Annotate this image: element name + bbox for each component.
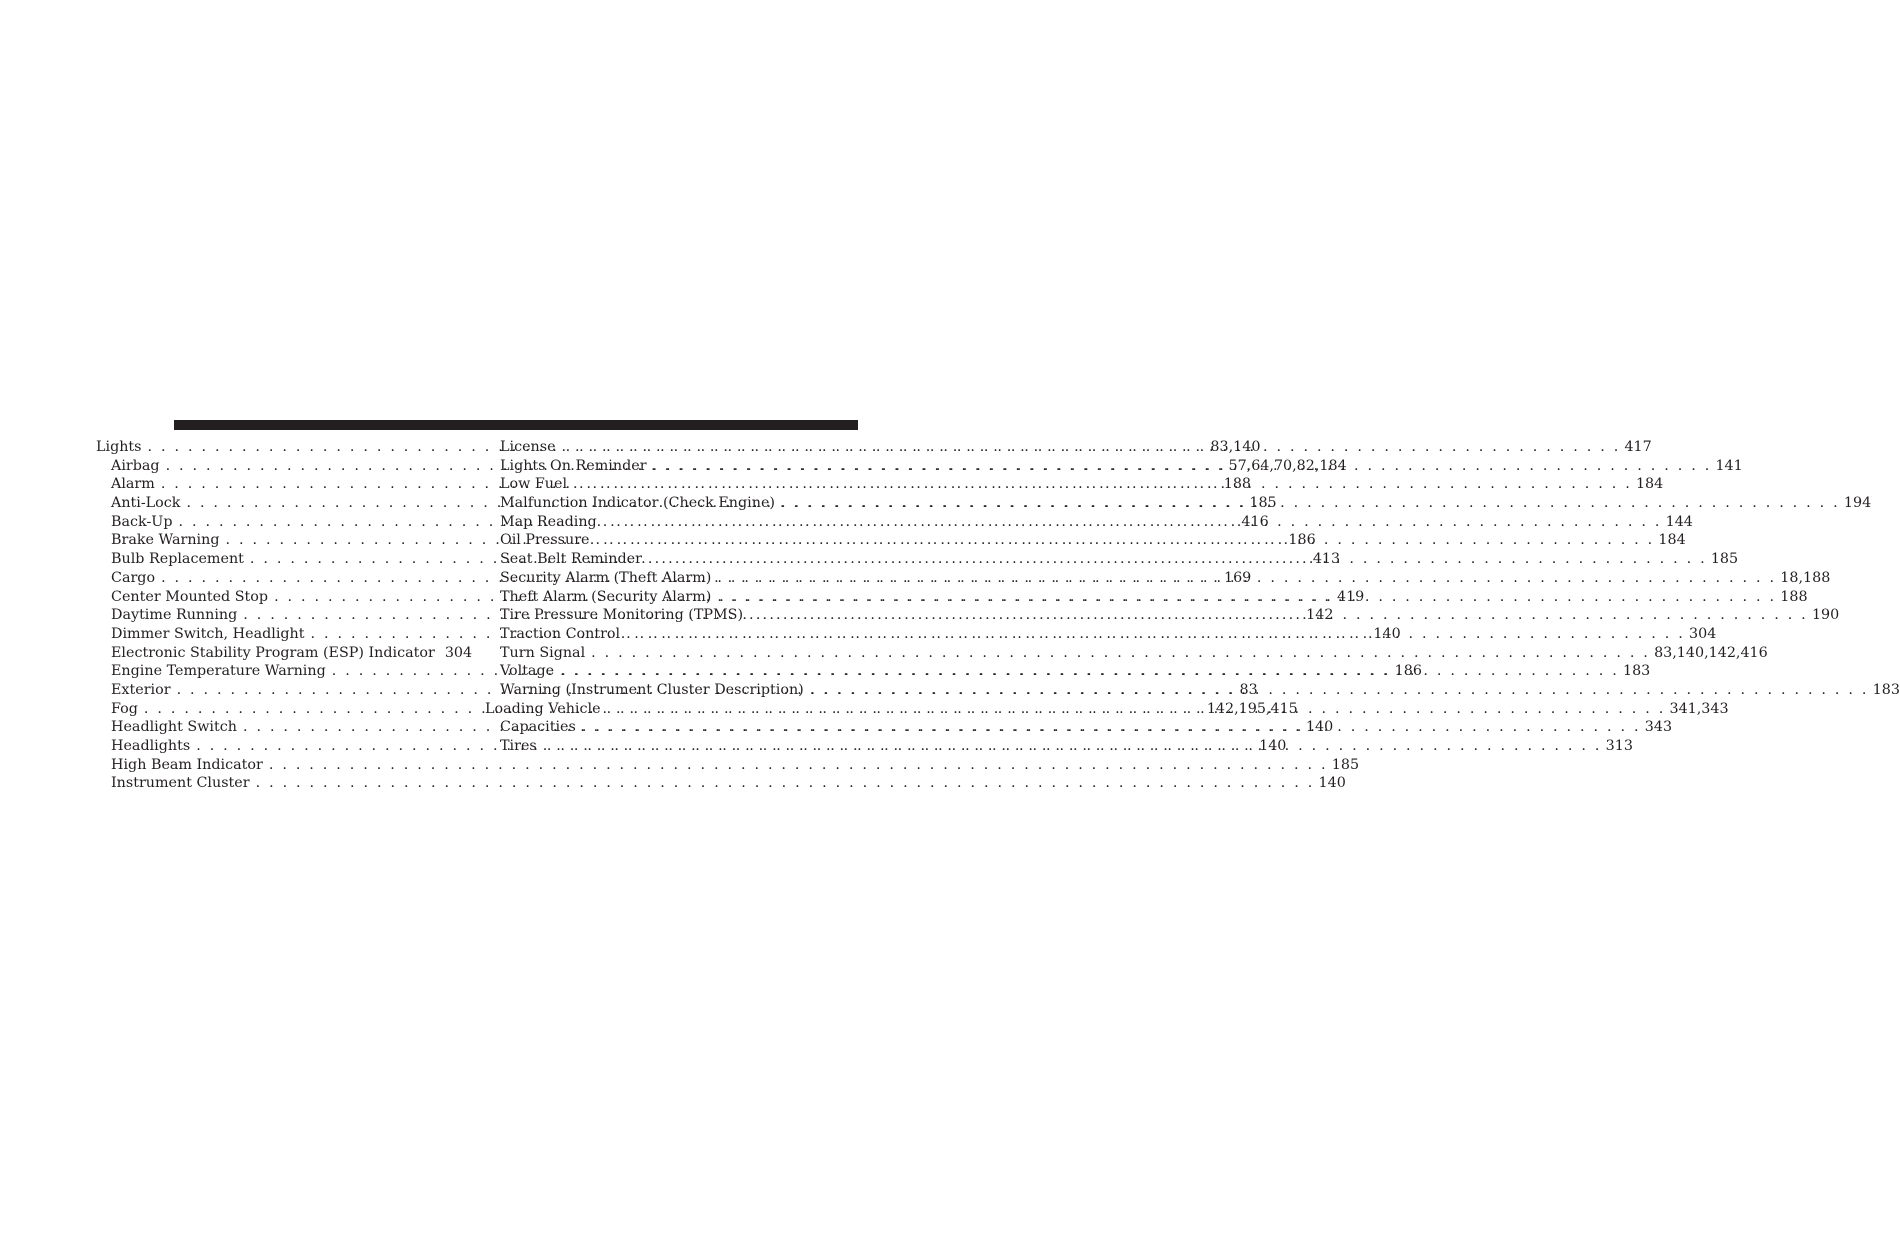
dot-leader — [543, 737, 1602, 756]
index-term: Exterior — [111, 681, 171, 698]
page-numbers: 185 — [1249, 495, 1277, 512]
index-term: Airbag — [111, 457, 160, 474]
page-numbers: 416 — [1241, 513, 1269, 530]
index-term: Alarm — [111, 476, 155, 493]
page-numbers: 140 — [1373, 625, 1401, 642]
page-numbers: 343 — [1644, 719, 1673, 736]
page-numbers: 341,343 — [1669, 700, 1729, 717]
index-term: Security Alarm (Theft Alarm) — [500, 569, 712, 586]
index-term: Tires — [500, 738, 537, 754]
page-numbers: 413 — [1312, 551, 1341, 568]
header-rule — [174, 420, 858, 430]
page-numbers: 140 — [1305, 719, 1334, 736]
page-numbers: 185 — [1710, 551, 1739, 568]
page-numbers: 83 — [1239, 681, 1258, 698]
index-term: Lights — [96, 439, 142, 455]
page-numbers: 419 — [1336, 588, 1365, 605]
index-term: Map Reading — [500, 513, 597, 530]
page-numbers: 186 — [1288, 532, 1316, 549]
page-numbers: 304 — [1689, 625, 1717, 642]
index-term: Seat Belt Reminder — [500, 551, 642, 568]
page-numbers: 190 — [1811, 607, 1840, 624]
page-numbers: 194 — [1843, 495, 1872, 512]
page-numbers: 183 — [1622, 663, 1651, 680]
dot-leader — [560, 662, 1619, 681]
index-term: License — [500, 439, 556, 455]
page-numbers: 184 — [1658, 532, 1686, 549]
index-term: Daytime Running — [111, 607, 238, 624]
index-term: High Beam Indicator — [111, 756, 263, 773]
index-term: Loading Vehicle — [485, 700, 601, 717]
page-numbers: 186 — [1394, 663, 1422, 680]
page-numbers: 417 — [1624, 439, 1652, 455]
page-numbers: 83,140,142,416 — [1654, 644, 1768, 661]
page-numbers: 83,140 — [1210, 439, 1261, 455]
index-subentry — [485, 681, 1900, 700]
index-subentry — [485, 644, 1768, 663]
index-term: Engine Temperature Warning — [111, 663, 326, 680]
index-subentry — [96, 774, 1346, 793]
page-numbers: 144 — [1665, 513, 1693, 530]
dot-leader — [717, 569, 1776, 588]
index-term: Instrument Cluster — [111, 775, 250, 792]
index-term: Fog — [111, 700, 138, 717]
dot-leader — [810, 681, 1869, 700]
dot-leader — [603, 513, 1662, 532]
dot-leader — [562, 438, 1621, 457]
page-numbers: 313 — [1605, 738, 1633, 754]
page-numbers: 140 — [1318, 775, 1346, 792]
dot-leader — [626, 625, 1685, 644]
page-numbers: 188 — [1780, 588, 1808, 605]
index-subentry — [96, 756, 1360, 775]
index-subentry — [96, 644, 473, 663]
dot-leader — [648, 550, 1707, 569]
dot-leader — [653, 457, 1712, 476]
index-term: Capacities — [500, 719, 576, 736]
index-term: Tire Pressure Monitoring (TPMS) — [500, 607, 744, 624]
page-numbers: 142 — [1306, 607, 1334, 624]
index-term: Headlight Switch — [111, 719, 237, 736]
page-numbers: 183 — [1872, 681, 1900, 698]
index-term: Dimmer Switch, Headlight — [111, 625, 305, 642]
index-term: Center Mounted Stop — [111, 588, 269, 605]
page-numbers: 18,188 — [1780, 569, 1831, 586]
index-term: Warning (Instrument Cluster Description) — [500, 681, 804, 698]
index-term: Headlights — [111, 738, 191, 754]
index-term: Malfunction Indicator (Check Engine) — [500, 495, 775, 512]
index-term: Bulb Replacement — [111, 551, 244, 568]
page-numbers: 57,64,70,82,184 — [1228, 457, 1347, 474]
page-numbers: 141 — [1715, 457, 1743, 474]
page-numbers: 169 — [1223, 569, 1252, 586]
dot-leader — [269, 756, 1328, 775]
page-numbers: 142,195,415 — [1206, 700, 1298, 717]
dot-leader — [596, 531, 1655, 550]
index-term: Voltage — [500, 663, 555, 680]
dot-leader — [256, 774, 1315, 793]
page-numbers: 184 — [1635, 476, 1664, 493]
index-term: Cargo — [111, 569, 156, 586]
dot-leader — [573, 475, 1632, 494]
index-term: Electronic Stability Program (ESP) Indicator — [111, 644, 435, 661]
dot-leader — [582, 718, 1641, 737]
index-term: Theft Alarm (Security Alarm) — [500, 588, 712, 605]
page-numbers: 188 — [1223, 476, 1252, 493]
dot-leader — [607, 700, 1666, 719]
dot-leader — [749, 606, 1808, 625]
index-term: Turn Signal — [500, 644, 586, 661]
index-term: Lights On Reminder — [500, 457, 647, 474]
index-term: Anti-Lock — [111, 495, 181, 512]
index-term: Low Fuel — [500, 476, 568, 493]
index-term: Brake Warning — [111, 532, 220, 549]
page-numbers: 304 — [444, 644, 473, 661]
dot-leader — [717, 588, 1776, 607]
page-numbers: 185 — [1331, 756, 1360, 773]
index-term: Traction Control — [500, 625, 621, 642]
dot-leader — [781, 494, 1840, 513]
dot-leader — [591, 644, 1650, 663]
page-numbers: 140 — [1259, 738, 1287, 754]
index-term: Back-Up — [111, 513, 173, 530]
index-term: Oil Pressure — [500, 532, 590, 549]
